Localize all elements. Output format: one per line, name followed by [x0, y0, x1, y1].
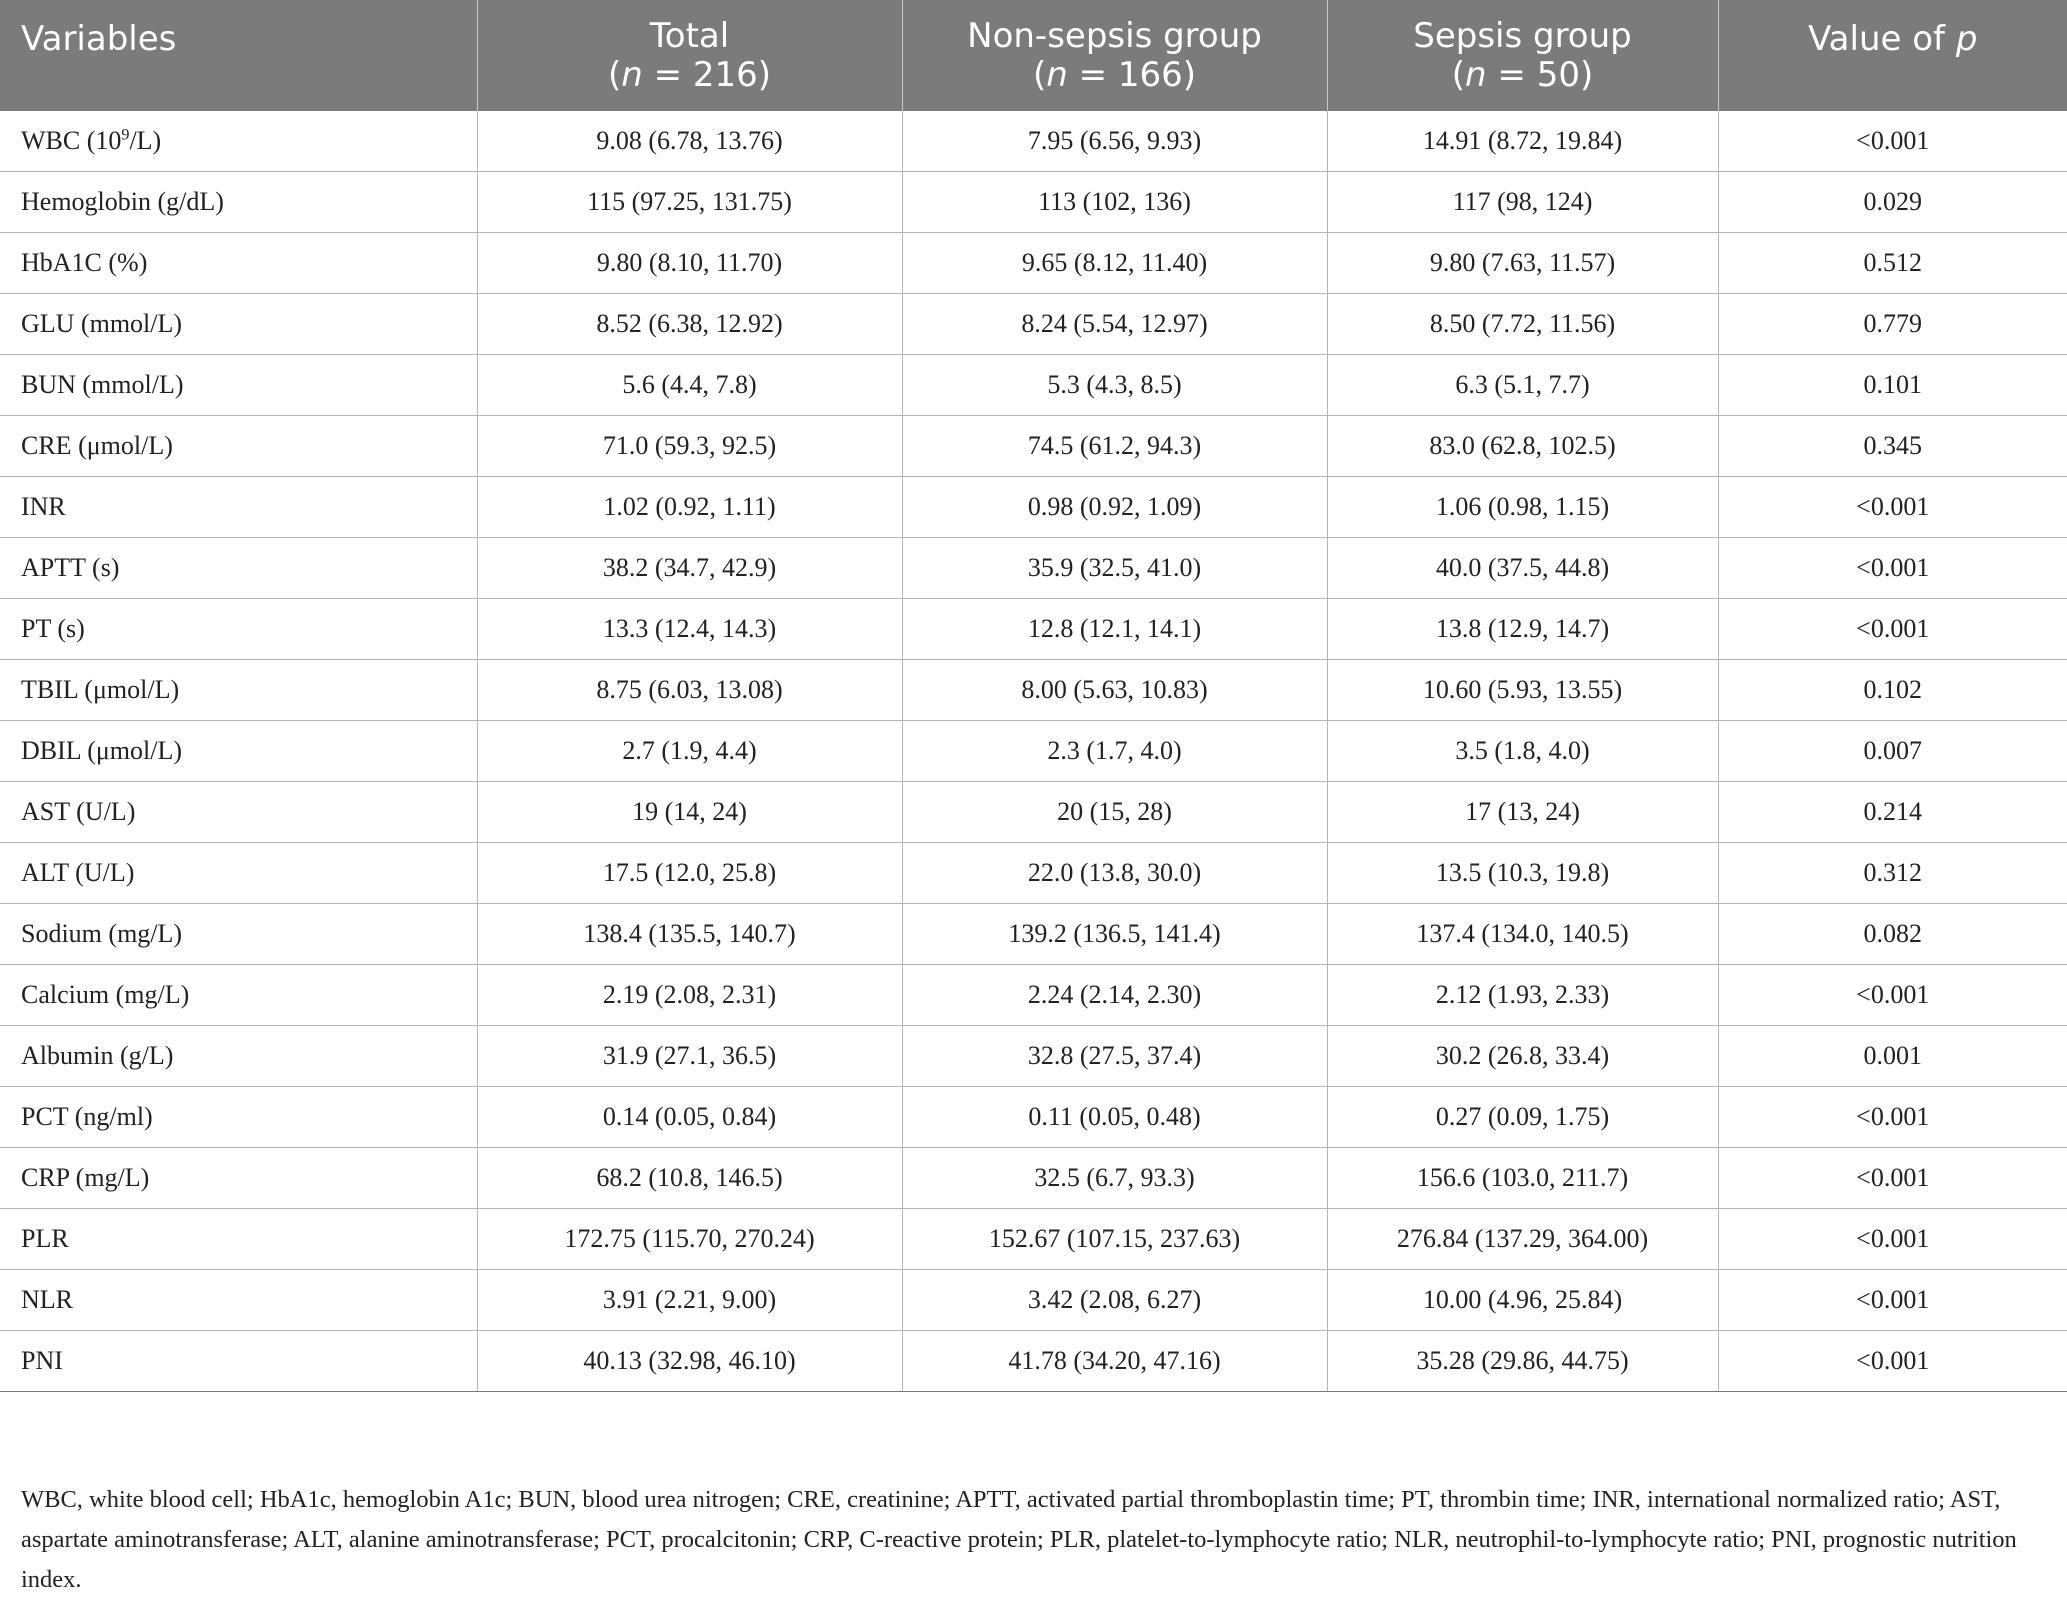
table-row	[0, 782, 2067, 843]
sepsis-cell: 8.50 (7.72, 11.56)	[1327, 294, 1718, 355]
sepsis-cell: 10.00 (4.96, 25.84)	[1327, 1270, 1718, 1331]
sepsis-cell: 17 (13, 24)	[1327, 782, 1718, 843]
total-cell: 115 (97.25, 131.75)	[477, 172, 902, 233]
table-footnote: WBC, white blood cell; HbA1c, hemoglobin A1c; BUN, blood urea nitrogen; CRE, creatinine; APTT, activated partial thromboplastin time; PT, thrombin time; INR, international normalized ratio; AST, aspartate aminotransferase; ALT, alanine aminotransferase; PCT, procalcitonin; CRP, C-reactive protein; PLR, platelet-to-lymphocyte ratio; NLR, neutrophil-to-lymphocyte ratio; PNI, prognostic nutrition index.	[21, 1486, 2017, 1593]
p-value-cell: 0.101	[1718, 355, 2067, 416]
non-sepsis-cell: 32.5 (6.7, 93.3)	[902, 1148, 1327, 1209]
non-sepsis-cell: 2.24 (2.14, 2.30)	[902, 965, 1327, 1026]
table-row	[0, 721, 2067, 782]
variable-cell: AST (U/L)	[0, 782, 477, 843]
table-row	[0, 1209, 2067, 1270]
sepsis-cell: 13.8 (12.9, 14.7)	[1327, 599, 1718, 660]
p-value-cell: 0.102	[1718, 660, 2067, 721]
total-cell: 2.19 (2.08, 2.31)	[477, 965, 902, 1026]
p-value-cell: <0.001	[1718, 965, 2067, 1026]
non-sepsis-cell: 22.0 (13.8, 30.0)	[902, 843, 1327, 904]
variable-cell: ALT (U/L)	[0, 843, 477, 904]
total-cell: 8.52 (6.38, 12.92)	[477, 294, 902, 355]
p-value-cell: <0.001	[1718, 111, 2067, 172]
non-sepsis-cell: 12.8 (12.1, 14.1)	[902, 599, 1327, 660]
p-value-cell: 0.214	[1718, 782, 2067, 843]
table-row	[0, 599, 2067, 660]
header-p-value: Value of p	[1718, 0, 2067, 111]
non-sepsis-cell: 113 (102, 136)	[902, 172, 1327, 233]
table-row	[0, 538, 2067, 599]
variable-cell: INR	[0, 477, 477, 538]
sepsis-cell: 14.91 (8.72, 19.84)	[1327, 111, 1718, 172]
non-sepsis-cell: 152.67 (107.15, 237.63)	[902, 1209, 1327, 1270]
non-sepsis-cell: 32.8 (27.5, 37.4)	[902, 1026, 1327, 1087]
variable-cell: Sodium (mg/L)	[0, 904, 477, 965]
non-sepsis-cell: 8.00 (5.63, 10.83)	[902, 660, 1327, 721]
sepsis-cell: 9.80 (7.63, 11.57)	[1327, 233, 1718, 294]
non-sepsis-cell: 41.78 (34.20, 47.16)	[902, 1331, 1327, 1392]
non-sepsis-cell: 139.2 (136.5, 141.4)	[902, 904, 1327, 965]
sepsis-cell: 1.06 (0.98, 1.15)	[1327, 477, 1718, 538]
total-cell: 68.2 (10.8, 146.5)	[477, 1148, 902, 1209]
variable-cell: WBC $(10^9/L)$	[0, 111, 477, 172]
variable-cell: PNI	[0, 1331, 477, 1392]
sepsis-cell: 35.28 (29.86, 44.75)	[1327, 1331, 1718, 1392]
sepsis-cell: 30.2 (26.8, 33.4)	[1327, 1026, 1718, 1087]
table-row	[0, 1331, 2067, 1392]
variable-cell: PCT (ng/ml)	[0, 1087, 477, 1148]
total-cell: 2.7 (1.9, 4.4)	[477, 721, 902, 782]
sepsis-cell: 2.12 (1.93, 2.33)	[1327, 965, 1718, 1026]
total-cell: 0.14 (0.05, 0.84)	[477, 1087, 902, 1148]
non-sepsis-cell: 2.3 (1.7, 4.0)	[902, 721, 1327, 782]
table-row	[0, 843, 2067, 904]
total-cell: 138.4 (135.5, 140.7)	[477, 904, 902, 965]
sepsis-cell: 0.27 (0.09, 1.75)	[1327, 1087, 1718, 1148]
p-value-cell: 0.345	[1718, 416, 2067, 477]
p-value-cell: 0.007	[1718, 721, 2067, 782]
p-value-cell: 0.001	[1718, 1026, 2067, 1087]
total-cell: 40.13 (32.98, 46.10)	[477, 1331, 902, 1392]
total-cell: 19 (14, 24)	[477, 782, 902, 843]
total-cell: 9.80 (8.10, 11.70)	[477, 233, 902, 294]
p-value-cell: <0.001	[1718, 1087, 2067, 1148]
sepsis-cell: 137.4 (134.0, 140.5)	[1327, 904, 1718, 965]
table-row	[0, 1087, 2067, 1148]
non-sepsis-cell: 8.24 (5.54, 12.97)	[902, 294, 1327, 355]
variable-cell: HbA1C (%)	[0, 233, 477, 294]
header-total: Total (n = 216)	[477, 0, 902, 111]
header-row	[0, 0, 2067, 111]
total-cell: 9.08 (6.78, 13.76)	[477, 111, 902, 172]
sepsis-cell: 276.84 (137.29, 364.00)	[1327, 1209, 1718, 1270]
total-cell: 31.9 (27.1, 36.5)	[477, 1026, 902, 1087]
p-value-cell: <0.001	[1718, 1270, 2067, 1331]
non-sepsis-cell: 3.42 (2.08, 6.27)	[902, 1270, 1327, 1331]
header-non-sepsis-group: Non-sepsis group (n = 166)	[902, 0, 1327, 111]
p-value-cell: 0.512	[1718, 233, 2067, 294]
non-sepsis-cell: 7.95 (6.56, 9.93)	[902, 111, 1327, 172]
total-cell: 13.3 (12.4, 14.3)	[477, 599, 902, 660]
non-sepsis-cell: 9.65 (8.12, 11.40)	[902, 233, 1327, 294]
total-cell: 3.91 (2.21, 9.00)	[477, 1270, 902, 1331]
variable-cell: CRP (mg/L)	[0, 1148, 477, 1209]
table-row	[0, 233, 2067, 294]
table-row	[0, 111, 2067, 172]
sepsis-cell: 13.5 (10.3, 19.8)	[1327, 843, 1718, 904]
p-value-cell: 0.779	[1718, 294, 2067, 355]
header-sepsis-group: Sepsis group (n = 50)	[1327, 0, 1718, 111]
p-value-cell: <0.001	[1718, 599, 2067, 660]
sepsis-cell: 83.0 (62.8, 102.5)	[1327, 416, 1718, 477]
variable-cell: NLR	[0, 1270, 477, 1331]
total-cell: 1.02 (0.92, 1.11)	[477, 477, 902, 538]
variable-cell: Albumin (g/L)	[0, 1026, 477, 1087]
non-sepsis-cell: 20 (15, 28)	[902, 782, 1327, 843]
table-row	[0, 477, 2067, 538]
non-sepsis-cell: 35.9 (32.5, 41.0)	[902, 538, 1327, 599]
variable-cell: GLU (mmol/L)	[0, 294, 477, 355]
total-cell: 17.5 (12.0, 25.8)	[477, 843, 902, 904]
table-row	[0, 172, 2067, 233]
sepsis-cell: 10.60 (5.93, 13.55)	[1327, 660, 1718, 721]
p-value-cell: <0.001	[1718, 477, 2067, 538]
p-value-cell: <0.001	[1718, 1209, 2067, 1270]
table-row	[0, 416, 2067, 477]
table-header	[0, 0, 2067, 111]
table-row	[0, 1148, 2067, 1209]
variable-cell: CRE (μmol/L)	[0, 416, 477, 477]
non-sepsis-cell: 74.5 (61.2, 94.3)	[902, 416, 1327, 477]
table-row	[0, 965, 2067, 1026]
sepsis-cell: 117 (98, 124)	[1327, 172, 1718, 233]
table-row	[0, 355, 2067, 416]
sepsis-cell: 40.0 (37.5, 44.8)	[1327, 538, 1718, 599]
variable-cell: DBIL (μmol/L)	[0, 721, 477, 782]
p-value-cell: 0.029	[1718, 172, 2067, 233]
table-row	[0, 904, 2067, 965]
variable-cell: TBIL (μmol/L)	[0, 660, 477, 721]
non-sepsis-cell: 5.3 (4.3, 8.5)	[902, 355, 1327, 416]
sepsis-cell: 3.5 (1.8, 4.0)	[1327, 721, 1718, 782]
total-cell: 5.6 (4.4, 7.8)	[477, 355, 902, 416]
sepsis-cell: 6.3 (5.1, 7.7)	[1327, 355, 1718, 416]
non-sepsis-cell: 0.98 (0.92, 1.09)	[902, 477, 1327, 538]
p-value-cell: 0.312	[1718, 843, 2067, 904]
total-cell: 38.2 (34.7, 42.9)	[477, 538, 902, 599]
variable-cell: APTT (s)	[0, 538, 477, 599]
non-sepsis-cell: 0.11 (0.05, 0.48)	[902, 1087, 1327, 1148]
sepsis-cell: 156.6 (103.0, 211.7)	[1327, 1148, 1718, 1209]
total-cell: 71.0 (59.3, 92.5)	[477, 416, 902, 477]
p-value-cell: <0.001	[1718, 1148, 2067, 1209]
p-value-cell: 0.082	[1718, 904, 2067, 965]
p-value-cell: <0.001	[1718, 538, 2067, 599]
total-cell: 8.75 (6.03, 13.08)	[477, 660, 902, 721]
variable-cell: Hemoglobin (g/dL)	[0, 172, 477, 233]
p-value-cell: <0.001	[1718, 1331, 2067, 1392]
variable-cell: PT (s)	[0, 599, 477, 660]
table-body	[0, 111, 2067, 1392]
table-row	[0, 294, 2067, 355]
variable-cell: PLR	[0, 1209, 477, 1270]
variable-cell: BUN (mmol/L)	[0, 355, 477, 416]
variable-cell: Calcium (mg/L)	[0, 965, 477, 1026]
header-variables: Variables	[0, 0, 477, 111]
table-row	[0, 1026, 2067, 1087]
table-row	[0, 1270, 2067, 1331]
table-row	[0, 660, 2067, 721]
total-cell: 172.75 (115.70, 270.24)	[477, 1209, 902, 1270]
